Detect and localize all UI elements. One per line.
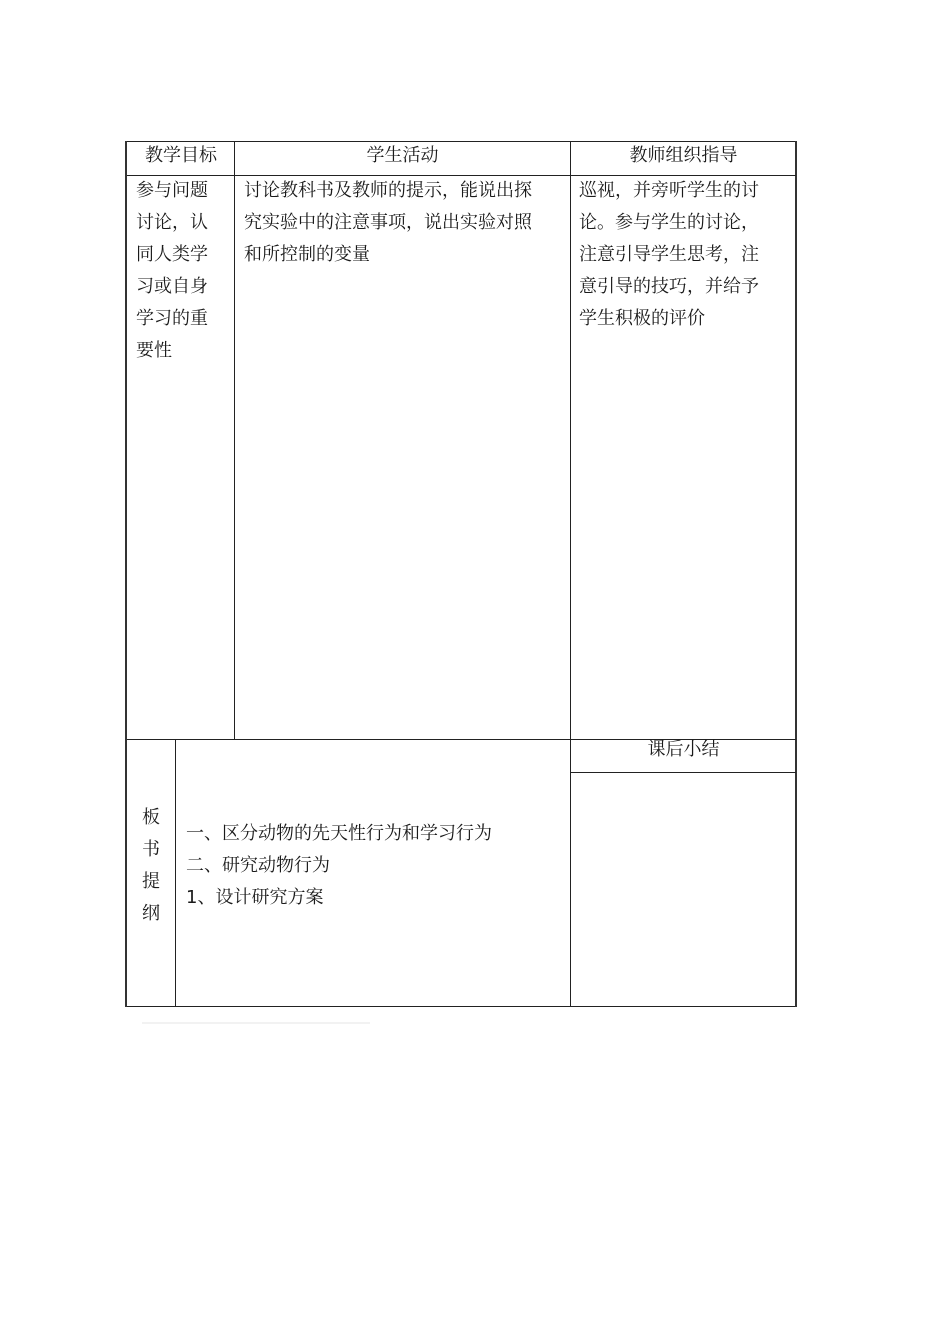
table-bottom-border xyxy=(125,1006,797,1007)
header-teacher-guidance: 教师组织指导 xyxy=(629,145,738,166)
col-divider-2 xyxy=(570,141,571,1007)
header-goal: 教学目标 xyxy=(145,145,217,166)
student-activity-text: 讨论教科书及教师的提示，能说出探 究实验中的注意事项，说出实验对照 和所控制的变量 xyxy=(244,180,532,265)
teacher-guidance-text: 巡视，并旁听学生的讨 论。参与学生的讨论， 注意引导学生思考，注 意引导的技巧，并给予 学生积极的评价 xyxy=(579,180,759,329)
summary-title-divider xyxy=(570,772,796,773)
faint-line xyxy=(142,1022,370,1024)
table-right-border xyxy=(795,141,797,1007)
board-outline-label: 板 书 提 纲 xyxy=(142,807,160,924)
table-top-border xyxy=(125,141,797,142)
goal-text: 参与问题 讨论，认 同人类学 习或自身 学习的重 要性 xyxy=(136,180,208,361)
summary-title: 课后小结 xyxy=(647,739,720,760)
board-label-divider xyxy=(175,739,176,1006)
col-divider-1 xyxy=(234,141,235,739)
board-outline-content: 一、区分动物的先天性行为和学习行为 二、研究动物行为 1、设计研究方案 xyxy=(186,823,492,908)
header-student-activity: 学生活动 xyxy=(366,145,439,166)
table-left-border xyxy=(125,141,127,1007)
